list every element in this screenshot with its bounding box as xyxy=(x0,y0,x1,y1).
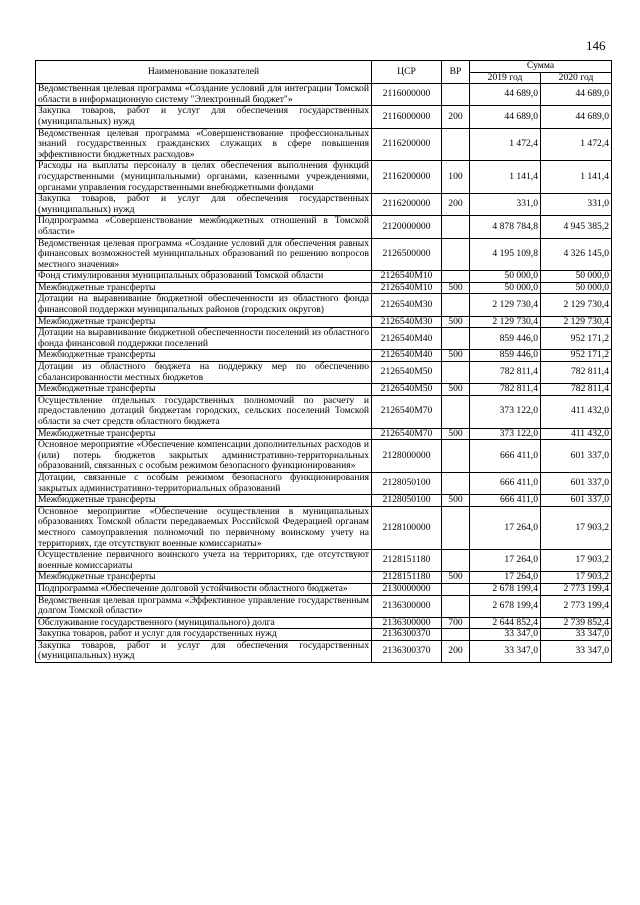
row-name-cell: Межбюджетные трансферты xyxy=(36,384,372,396)
row-2020-cell: 2 739 852,4 xyxy=(541,617,612,629)
row-name-cell: Фонд стимулирования муниципальных образований Томской области xyxy=(36,271,372,283)
row-vr-cell xyxy=(442,506,470,549)
row-2019-cell: 2 678 199,4 xyxy=(470,595,541,617)
row-2020-cell: 952 171,2 xyxy=(541,350,612,362)
row-2020-cell: 33 347,0 xyxy=(541,629,612,641)
row-vr-cell: 500 xyxy=(442,495,470,507)
row-vr-cell: 100 xyxy=(442,161,470,194)
table-row xyxy=(36,395,612,428)
row-2020-cell: 782 811,4 xyxy=(541,384,612,396)
row-csr-cell: 2126540М50 xyxy=(372,384,442,396)
row-csr-cell: 2126540М70 xyxy=(372,428,442,440)
header-year-2020: 2020 год xyxy=(541,72,612,84)
row-2020-cell: 331,0 xyxy=(541,194,612,216)
row-vr-cell: 700 xyxy=(442,617,470,629)
row-2019-cell: 50 000,0 xyxy=(470,271,541,283)
row-vr-cell: 500 xyxy=(442,316,470,328)
row-name-cell: Межбюджетные трансферты xyxy=(36,350,372,362)
row-2019-cell: 782 811,4 xyxy=(470,384,541,396)
row-csr-cell: 2116200000 xyxy=(372,161,442,194)
row-csr-cell: 2128000000 xyxy=(372,440,442,473)
row-2019-cell: 33 347,0 xyxy=(470,629,541,641)
table-row xyxy=(36,362,612,384)
table-row xyxy=(36,128,612,161)
row-csr-cell: 2126540М30 xyxy=(372,316,442,328)
row-vr-cell xyxy=(442,238,470,271)
row-name-cell: Ведомственная целевая программа «Создание условий для интеграции Томской области в информационную систему "Электронный бюджет"» xyxy=(36,84,372,106)
row-name-cell: Закупка товаров, работ и услуг для обеспечения государственных (муниципальных) нужд xyxy=(36,106,372,128)
header-sum: Сумма xyxy=(470,61,612,73)
row-2019-cell: 50 000,0 xyxy=(470,282,541,294)
table-body xyxy=(36,84,612,663)
table-row xyxy=(36,271,612,283)
row-2019-cell: 33 347,0 xyxy=(470,640,541,662)
row-name-cell: Дотации на выравнивание бюджетной обеспеченности из областного фонда финансовой поддержки муниципальных районов (городских округов) xyxy=(36,294,372,316)
row-vr-cell: 500 xyxy=(442,572,470,584)
row-name-cell: Расходы на выплаты персоналу в целях обеспечения выполнения функций государственными (муниципальными) органами, казенными учреждениями, органами управления государственными внебюджетными фондами xyxy=(36,161,372,194)
row-2019-cell: 782 811,4 xyxy=(470,362,541,384)
table-row xyxy=(36,350,612,362)
row-2019-cell: 4 878 784,8 xyxy=(470,216,541,238)
row-2019-cell: 859 446,0 xyxy=(470,350,541,362)
row-csr-cell: 2128100000 xyxy=(372,506,442,549)
row-csr-cell: 2128050100 xyxy=(372,495,442,507)
row-csr-cell: 2128151180 xyxy=(372,572,442,584)
row-2019-cell: 666 411,0 xyxy=(470,472,541,494)
table-row xyxy=(36,238,612,271)
row-2019-cell: 373 122,0 xyxy=(470,395,541,428)
row-2020-cell: 50 000,0 xyxy=(541,271,612,283)
row-2020-cell: 782 811,4 xyxy=(541,362,612,384)
row-vr-cell xyxy=(442,550,470,572)
row-csr-cell: 2126540М40 xyxy=(372,328,442,350)
row-2020-cell: 17 903,2 xyxy=(541,572,612,584)
row-2020-cell: 50 000,0 xyxy=(541,282,612,294)
row-2020-cell: 44 689,0 xyxy=(541,106,612,128)
row-2020-cell: 2 773 199,4 xyxy=(541,595,612,617)
row-vr-cell xyxy=(442,216,470,238)
row-csr-cell: 2116000000 xyxy=(372,106,442,128)
row-vr-cell: 200 xyxy=(442,106,470,128)
row-csr-cell: 2136300370 xyxy=(372,640,442,662)
row-2020-cell: 1 472,4 xyxy=(541,128,612,161)
row-name-cell: Ведомственная целевая программа «Эффективное управление государственным долгом Томской области» xyxy=(36,595,372,617)
table-row xyxy=(36,617,612,629)
row-vr-cell: 200 xyxy=(442,194,470,216)
row-name-cell: Ведомственная целевая программа «Совершенствование профессиональных знаний государственных гражданских служащих в сфере повышения эффективности бюджетных расходов» xyxy=(36,128,372,161)
row-csr-cell: 2126540М10 xyxy=(372,271,442,283)
row-2019-cell: 1 141,4 xyxy=(470,161,541,194)
row-2020-cell: 411 432,0 xyxy=(541,428,612,440)
row-csr-cell: 2126500000 xyxy=(372,238,442,271)
row-2020-cell: 2 773 199,4 xyxy=(541,583,612,595)
row-2020-cell: 601 337,0 xyxy=(541,440,612,473)
row-2019-cell: 2 678 199,4 xyxy=(470,583,541,595)
row-vr-cell: 500 xyxy=(442,282,470,294)
table-row xyxy=(36,428,612,440)
row-name-cell: Основное мероприятие «Обеспечение осуществления в муниципальных образованиях Томской области передаваемых Российской Федерацией органам местного самоуправления полномочий по первичному воинскому учету на территориях, где отсутствуют военные комиссариаты» xyxy=(36,506,372,549)
row-2019-cell: 2 129 730,4 xyxy=(470,294,541,316)
header-vr: ВР xyxy=(442,61,470,84)
row-name-cell: Ведомственная целевая программа «Создание условий для обеспечения равных финансовых возможностей муниципальных образований по решению вопросов местного значения» xyxy=(36,238,372,271)
table-row xyxy=(36,106,612,128)
row-2019-cell: 331,0 xyxy=(470,194,541,216)
row-2020-cell: 411 432,0 xyxy=(541,395,612,428)
row-vr-cell xyxy=(442,84,470,106)
table-row xyxy=(36,294,612,316)
row-vr-cell: 500 xyxy=(442,350,470,362)
row-csr-cell: 2116000000 xyxy=(372,84,442,106)
row-name-cell: Основное мероприятие «Обеспечение компенсации дополнительных расходов и (или) потерь бюджетов закрытых административно-территориальных образований, связанных с особым режимом безопасного функционирования» xyxy=(36,440,372,473)
row-name-cell: Закупка товаров, работ и услуг для обеспечения государственных (муниципальных) нужд xyxy=(36,194,372,216)
row-name-cell: Осуществление первичного воинского учета на территориях, где отсутствуют военные комиссариаты xyxy=(36,550,372,572)
row-2020-cell: 952 171,2 xyxy=(541,328,612,350)
row-name-cell: Межбюджетные трансферты xyxy=(36,316,372,328)
table-row xyxy=(36,194,612,216)
row-vr-cell xyxy=(442,472,470,494)
table-row xyxy=(36,384,612,396)
row-vr-cell: 200 xyxy=(442,640,470,662)
row-2020-cell: 601 337,0 xyxy=(541,472,612,494)
row-2019-cell: 2 129 730,4 xyxy=(470,316,541,328)
row-2019-cell: 4 195 109,8 xyxy=(470,238,541,271)
row-vr-cell xyxy=(442,395,470,428)
row-name-cell: Подпрограмма «Обеспечение долговой устойчивости областного бюджета» xyxy=(36,583,372,595)
table-row xyxy=(36,328,612,350)
row-name-cell: Межбюджетные трансферты xyxy=(36,572,372,584)
row-2019-cell: 373 122,0 xyxy=(470,428,541,440)
header-csr: ЦСР xyxy=(372,61,442,84)
row-2019-cell: 44 689,0 xyxy=(470,106,541,128)
row-vr-cell xyxy=(442,328,470,350)
header-year-2019: 2019 год xyxy=(470,72,541,84)
row-2020-cell: 2 129 730,4 xyxy=(541,294,612,316)
row-2019-cell: 859 446,0 xyxy=(470,328,541,350)
table-row xyxy=(36,84,612,106)
row-2019-cell: 2 644 852,4 xyxy=(470,617,541,629)
row-2020-cell: 601 337,0 xyxy=(541,495,612,507)
table-row xyxy=(36,629,612,641)
row-vr-cell xyxy=(442,362,470,384)
row-vr-cell xyxy=(442,629,470,641)
row-csr-cell: 2116200000 xyxy=(372,128,442,161)
row-2019-cell: 666 411,0 xyxy=(470,440,541,473)
table-row xyxy=(36,550,612,572)
row-2020-cell: 4 945 385,2 xyxy=(541,216,612,238)
row-2019-cell: 666 411,0 xyxy=(470,495,541,507)
row-name-cell: Закупка товаров, работ и услуг для обеспечения государственных (муниципальных) нужд xyxy=(36,640,372,662)
table-row xyxy=(36,583,612,595)
row-2019-cell: 1 472,4 xyxy=(470,128,541,161)
table-row xyxy=(36,572,612,584)
row-2019-cell: 44 689,0 xyxy=(470,84,541,106)
row-csr-cell: 2136300000 xyxy=(372,617,442,629)
row-csr-cell: 2126540М70 xyxy=(372,395,442,428)
row-name-cell: Осуществление отдельных государственных полномочий по расчету и предоставлению дотаций бюджетам городских, сельских поселений Томской области за счет средств областного бюджета xyxy=(36,395,372,428)
row-name-cell: Дотации, связанные с особым режимом безопасного функционирования закрытых административно-территориальных образований xyxy=(36,472,372,494)
table-row xyxy=(36,440,612,473)
table-row xyxy=(36,161,612,194)
row-name-cell: Закупка товаров, работ и услуг для государственных нужд xyxy=(36,629,372,641)
row-name-cell: Подпрограмма «Совершенствование межбюджетных отношений в Томской области» xyxy=(36,216,372,238)
table-row xyxy=(36,640,612,662)
row-name-cell: Дотации на выравнивание бюджетной обеспеченности поселений из областного фонда финансовой поддержки поселений xyxy=(36,328,372,350)
page-number: 146 xyxy=(586,38,606,53)
row-vr-cell: 500 xyxy=(442,428,470,440)
row-csr-cell: 2136300000 xyxy=(372,595,442,617)
row-csr-cell: 2130000000 xyxy=(372,583,442,595)
row-vr-cell xyxy=(442,440,470,473)
row-name-cell: Межбюджетные трансферты xyxy=(36,495,372,507)
row-vr-cell xyxy=(442,595,470,617)
row-name-cell: Межбюджетные трансферты xyxy=(36,282,372,294)
row-2020-cell: 1 141,4 xyxy=(541,161,612,194)
row-2020-cell: 44 689,0 xyxy=(541,84,612,106)
table-row xyxy=(36,506,612,549)
row-2020-cell: 33 347,0 xyxy=(541,640,612,662)
row-2019-cell: 17 264,0 xyxy=(470,506,541,549)
row-csr-cell: 2126540М10 xyxy=(372,282,442,294)
row-vr-cell xyxy=(442,583,470,595)
table-row xyxy=(36,595,612,617)
row-vr-cell xyxy=(442,271,470,283)
table-row xyxy=(36,216,612,238)
table-row xyxy=(36,316,612,328)
row-csr-cell: 2126540М50 xyxy=(372,362,442,384)
header-name: Наименование показателей xyxy=(36,61,372,84)
row-2020-cell: 4 326 145,0 xyxy=(541,238,612,271)
row-2020-cell: 17 903,2 xyxy=(541,506,612,549)
row-2020-cell: 17 903,2 xyxy=(541,550,612,572)
row-name-cell: Обслуживание государственного (муниципального) долга xyxy=(36,617,372,629)
row-vr-cell xyxy=(442,128,470,161)
table-row xyxy=(36,282,612,294)
budget-table xyxy=(35,60,612,663)
row-csr-cell: 2128050100 xyxy=(372,472,442,494)
row-2019-cell: 17 264,0 xyxy=(470,550,541,572)
row-csr-cell: 2128151180 xyxy=(372,550,442,572)
table-row xyxy=(36,472,612,494)
row-name-cell: Межбюджетные трансферты xyxy=(36,428,372,440)
row-csr-cell: 2116200000 xyxy=(372,194,442,216)
row-csr-cell: 2120000000 xyxy=(372,216,442,238)
row-2020-cell: 2 129 730,4 xyxy=(541,316,612,328)
row-2019-cell: 17 264,0 xyxy=(470,572,541,584)
row-name-cell: Дотации из областного бюджета на поддержку мер по обеспечению сбалансированности местных бюджетов xyxy=(36,362,372,384)
table-row xyxy=(36,495,612,507)
row-csr-cell: 2126540М40 xyxy=(372,350,442,362)
row-csr-cell: 2136300370 xyxy=(372,629,442,641)
row-vr-cell xyxy=(442,294,470,316)
row-vr-cell: 500 xyxy=(442,384,470,396)
row-csr-cell: 2126540М30 xyxy=(372,294,442,316)
